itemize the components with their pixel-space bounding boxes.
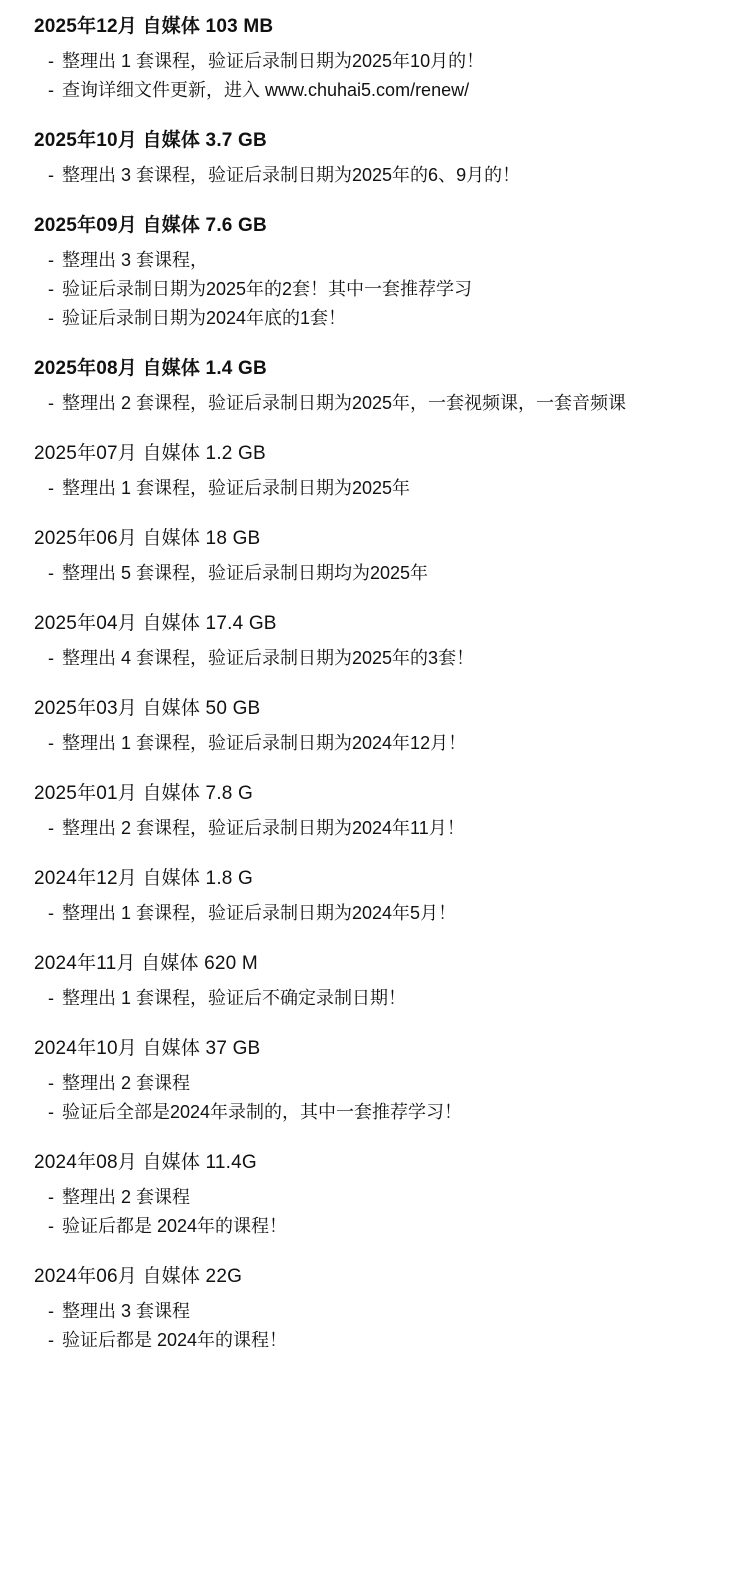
release-entry [34, 14, 732, 105]
entry-detail-text: 整理出 3 套课程， [62, 250, 209, 270]
entry-detail-text: 验证后全部是2024年录制的，其中一套推荐学习！ [62, 1102, 463, 1122]
entry-detail-line [34, 1069, 732, 1098]
entry-detail-text: 整理出 1 套课程，验证后录制日期为2024年12月！ [62, 733, 467, 753]
dash-bullet-icon: - [48, 988, 54, 1008]
entry-detail-text: 整理出 2 套课程，验证后录制日期为2024年11月！ [62, 818, 465, 838]
release-entry [34, 951, 732, 1013]
entry-detail-text: 整理出 4 套课程，验证后录制日期为2025年的3套！ [62, 648, 475, 668]
entry-title: 2025年03月 自媒体 50 GB [34, 698, 261, 719]
release-entry [34, 526, 732, 588]
entry-detail-line [34, 161, 732, 190]
release-entry [34, 441, 732, 503]
entry-detail-text: 验证后录制日期为2025年的2套！其中一套推荐学习 [62, 279, 473, 299]
dash-bullet-icon: - [48, 1301, 54, 1321]
release-entry [34, 128, 732, 190]
entry-detail-line [34, 47, 732, 76]
entry-title: 2025年08月 自媒体 1.4 GB [34, 358, 267, 379]
dash-bullet-icon: - [48, 1073, 54, 1093]
entry-title: 2025年10月 自媒体 3.7 GB [34, 130, 267, 151]
entry-detail-text: 查询详细文件更新，进入 www.chuhai5.com/renew/ [62, 80, 470, 100]
dash-bullet-icon: - [48, 165, 54, 185]
dash-bullet-icon: - [48, 818, 54, 838]
entry-title: 2025年07月 自媒体 1.2 GB [34, 443, 266, 464]
release-entry [34, 356, 732, 418]
entry-title: 2024年10月 自媒体 37 GB [34, 1038, 261, 1059]
release-entry [34, 781, 732, 843]
entry-detail-line [34, 246, 732, 275]
entry-detail-line [34, 559, 732, 588]
release-entry [34, 866, 732, 928]
dash-bullet-icon: - [48, 1102, 54, 1122]
dash-bullet-icon: - [48, 563, 54, 583]
entry-detail-text: 验证后都是 2024年的课程！ [62, 1216, 288, 1236]
entry-detail-text: 整理出 2 套课程 [62, 1187, 191, 1207]
entry-detail-line [34, 814, 732, 843]
dash-bullet-icon: - [48, 250, 54, 270]
entry-detail-line [34, 1212, 732, 1241]
entry-detail-text: 整理出 1 套课程，验证后录制日期为2025年10月的！ [62, 51, 485, 71]
dash-bullet-icon: - [48, 308, 54, 328]
entry-detail-line [34, 389, 732, 418]
entry-title: 2025年12月 自媒体 103 MB [34, 16, 274, 37]
entry-detail-text: 整理出 2 套课程 [62, 1073, 191, 1093]
dash-bullet-icon: - [48, 733, 54, 753]
entry-title: 2025年04月 自媒体 17.4 GB [34, 613, 277, 634]
entry-detail-line [34, 729, 732, 758]
entry-title: 2024年11月 自媒体 620 M [34, 953, 258, 974]
entry-title: 2025年09月 自媒体 7.6 GB [34, 215, 267, 236]
dash-bullet-icon: - [48, 51, 54, 71]
entry-detail-line [34, 899, 732, 928]
dash-bullet-icon: - [48, 903, 54, 923]
dash-bullet-icon: - [48, 1330, 54, 1350]
dash-bullet-icon: - [48, 80, 54, 100]
entry-detail-line [34, 1297, 732, 1326]
entry-detail-line [34, 1098, 732, 1127]
entry-detail-line [34, 304, 732, 333]
dash-bullet-icon: - [48, 1187, 54, 1207]
entry-detail-line [34, 76, 732, 105]
release-entry [34, 213, 732, 333]
entry-detail-line [34, 1326, 732, 1355]
dash-bullet-icon: - [48, 393, 54, 413]
entry-title: 2024年06月 自媒体 22G [34, 1266, 243, 1287]
entry-detail-line [34, 644, 732, 673]
release-entry [34, 1150, 732, 1241]
entry-detail-line [34, 1183, 732, 1212]
entry-detail-text: 整理出 5 套课程，验证后录制日期均为2025年 [62, 563, 429, 583]
entry-title: 2025年01月 自媒体 7.8 G [34, 783, 254, 804]
entry-detail-text: 整理出 1 套课程，验证后不确定录制日期！ [62, 988, 407, 1008]
entry-title: 2024年12月 自媒体 1.8 G [34, 868, 254, 889]
entry-detail-text: 验证后录制日期为2024年底的1套！ [62, 308, 347, 328]
release-entry [34, 611, 732, 673]
dash-bullet-icon: - [48, 478, 54, 498]
entry-title: 2025年06月 自媒体 18 GB [34, 528, 261, 549]
entry-title: 2024年08月 自媒体 11.4G [34, 1152, 257, 1173]
entry-detail-line [34, 984, 732, 1013]
entry-detail-line [34, 275, 732, 304]
dash-bullet-icon: - [48, 648, 54, 668]
entry-detail-text: 整理出 1 套课程，验证后录制日期为2024年5月！ [62, 903, 457, 923]
dash-bullet-icon: - [48, 1216, 54, 1236]
dash-bullet-icon: - [48, 279, 54, 299]
entry-detail-text: 整理出 3 套课程 [62, 1301, 191, 1321]
release-entry [34, 1036, 732, 1127]
release-entry [34, 696, 732, 758]
entry-detail-text: 验证后都是 2024年的课程！ [62, 1330, 288, 1350]
entry-detail-text: 整理出 3 套课程，验证后录制日期为2025年的6、9月的！ [62, 165, 521, 185]
entry-detail-text: 整理出 2 套课程，验证后录制日期为2025年，一套视频课，一套音频课 [62, 393, 627, 413]
entry-detail-text: 整理出 1 套课程，验证后录制日期为2025年 [62, 478, 411, 498]
release-entry [34, 1264, 732, 1355]
entry-detail-line [34, 474, 732, 503]
